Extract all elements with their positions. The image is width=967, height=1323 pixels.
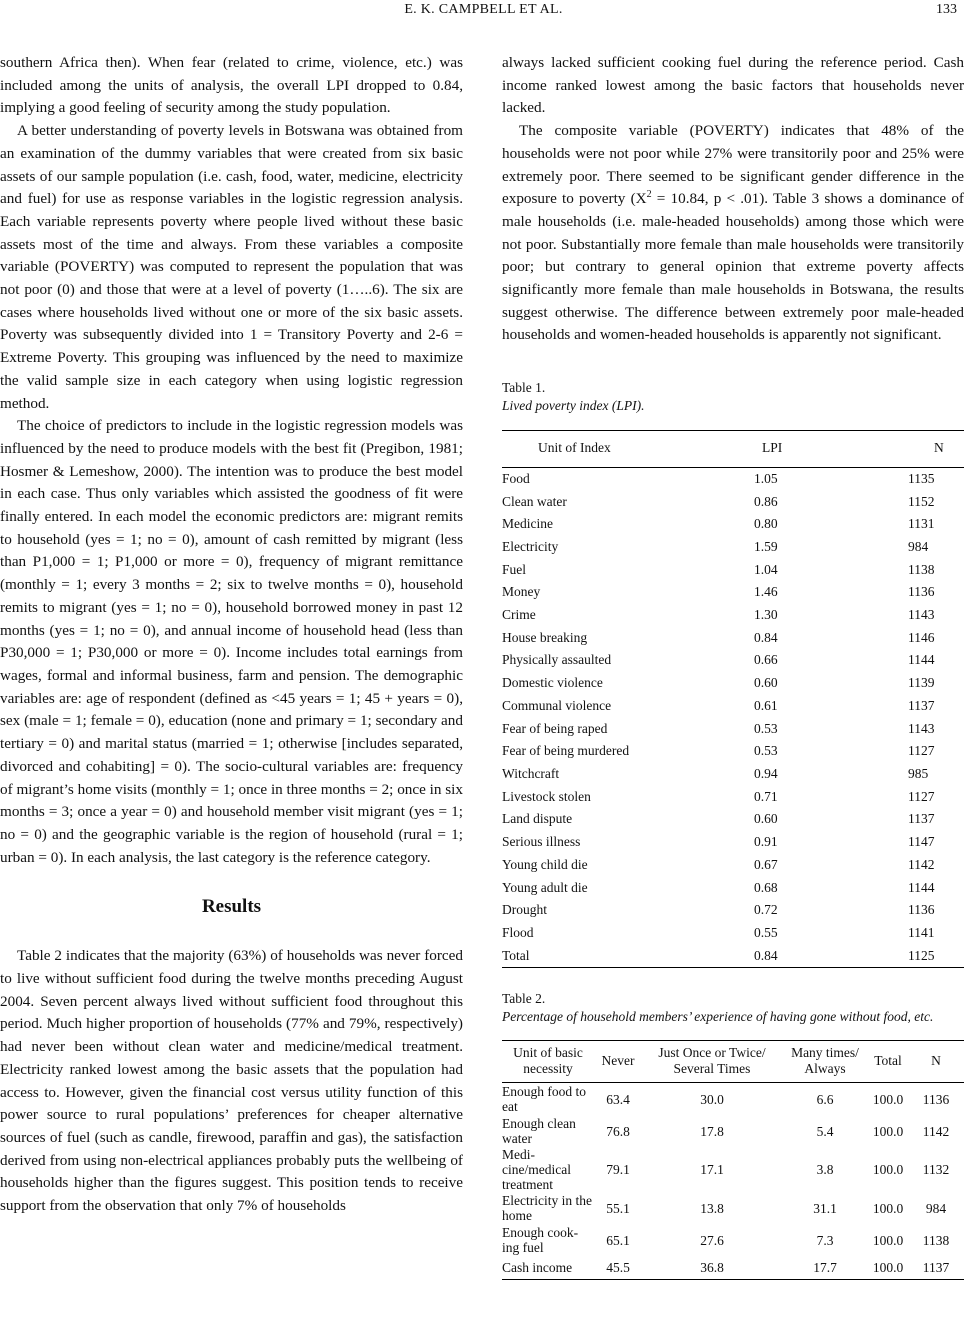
row-label-cell: Enough cook-ing fuel xyxy=(502,1225,579,1256)
table-cell: 100.0 xyxy=(872,1260,904,1276)
section-heading: Results xyxy=(201,896,262,918)
row-label-cell: Cash income xyxy=(502,1260,573,1276)
table-cell: 0.84 xyxy=(754,629,778,645)
table2-subtitle: Percentage of household members’ experience of having gone without food, etc. xyxy=(502,1009,934,1025)
table-cell: 1127 xyxy=(908,788,935,804)
table-row xyxy=(502,808,964,831)
table-row xyxy=(502,899,964,922)
table-cell: 1125 xyxy=(908,947,935,963)
right-column xyxy=(502,52,964,1280)
table-cell: 0.91 xyxy=(754,834,778,850)
table-cell: 1.59 xyxy=(754,538,778,554)
paragraph: The choice of predictors to include in the logistic regression models was influenced by the need to produce models with the best fit (Pregibon, 1981; Hosmer & Lemeshow, 2000). The intention was to produce the best model in each case. Thus only variables which assisted the goodness of fit were finally entered. In each model the economic predictors are: migrant remits to household (yes = 1; no = 0), amount of cash remitted by migrant (less than P1,000 = 1; P1,000 or more = 0), frequency of migrant remittance (monthly = 1; every 3 months = 2; six to twelve months = 0), household remits to migrant (yes = 1; no = 0), household borrowed money in past 12 months (yes = 1; no = 0), and annual income of household head (less than P30,000 = 1; P30,000 or more = 0). Income includes total earnings from wages, formal and informal business, farm and pension. The demographic variables are: age of respondent (defined as <45 years = 1; 45 + years = 0), sex (male = 1; female = 0), education (none and primary = 1; secondary and tertiary = 0) and marital status (married = 1; otherwise [includes separated, divorced and cohabiting] = 0). The socio-cultural variables are: frequency of migrant’s home visits (monthly = 1; once in three months = 2; once in six months = 3; once a year = 0) and household member visit migrant (yes = 1; no = 0) and the geographic variable is the region of household (rural = 1; urban = 0). In each analysis, the last category is the reference category. xyxy=(0,417,463,866)
row-label-cell: Physically assaulted xyxy=(502,652,612,668)
table1-caption xyxy=(502,379,964,415)
table-cell: 100.0 xyxy=(872,1091,904,1107)
table1-label: Table 1. xyxy=(502,380,546,396)
row-label-cell: Flood xyxy=(502,924,534,940)
row-label-cell: Electricity xyxy=(502,538,559,554)
column-header: Unit of basic necessity xyxy=(502,1041,594,1083)
table-cell: 1131 xyxy=(908,516,935,532)
table-row xyxy=(502,854,964,877)
table-row xyxy=(502,1192,964,1224)
table-row xyxy=(502,513,964,536)
column-header: N xyxy=(894,431,964,468)
table-cell: 1141 xyxy=(908,924,935,940)
column-header: Total xyxy=(868,1041,908,1083)
row-label-cell: Fear of being raped xyxy=(502,720,608,736)
table-cell: 27.6 xyxy=(700,1232,724,1248)
table-row xyxy=(502,559,964,582)
row-label-cell: Medi-cine/medical treatment xyxy=(502,1147,571,1193)
table2 xyxy=(502,1040,964,1280)
table-cell: 65.1 xyxy=(606,1232,630,1248)
table-cell: 0.71 xyxy=(754,788,778,804)
row-label-cell: Total xyxy=(502,947,530,963)
table-cell: 17.8 xyxy=(700,1123,724,1139)
table-cell: 1132 xyxy=(922,1162,950,1178)
table-cell: 1138 xyxy=(922,1232,950,1248)
table-cell: 79.1 xyxy=(606,1162,630,1178)
table-row xyxy=(502,1256,964,1280)
table-cell: 0.66 xyxy=(754,652,778,668)
table-cell: 1.04 xyxy=(754,561,778,577)
table-cell: 984 xyxy=(925,1200,947,1216)
table-cell: 1136 xyxy=(908,902,935,918)
table-row xyxy=(502,627,964,650)
table-row xyxy=(502,740,964,763)
table-row xyxy=(502,581,964,604)
table-cell: 55.1 xyxy=(606,1200,630,1216)
paragraph: southern Africa then). When fear (related to crime, violence, etc.) was included among the units of analysis, the overall LPI dropped to 0.84, implying a good feeling of security among the study population. xyxy=(0,54,463,117)
table-cell: 100.0 xyxy=(872,1162,904,1178)
table-row xyxy=(502,604,964,627)
table-cell: 985 xyxy=(908,765,929,781)
table-cell: 1144 xyxy=(908,879,935,895)
paragraph: always lacked sufficient cooking fuel during the reference period. Cash income ranked lowest among the basic factors that households never lacked. xyxy=(502,54,964,117)
table-cell: 1152 xyxy=(908,493,935,509)
table-row xyxy=(502,1147,964,1192)
row-label-cell: Young child die xyxy=(502,856,588,872)
table-cell: 1137 xyxy=(908,697,935,713)
table-cell: 1146 xyxy=(908,629,935,645)
superscript: 2 xyxy=(646,189,652,201)
table-cell: 17.7 xyxy=(813,1260,837,1276)
table-cell: 0.84 xyxy=(754,947,778,963)
table-cell: 0.86 xyxy=(754,493,778,509)
table-row xyxy=(502,1115,964,1147)
column-header: Unit of Index xyxy=(502,431,730,468)
table-cell: 1144 xyxy=(908,652,935,668)
row-label-cell: Food xyxy=(502,470,530,486)
table-row xyxy=(502,718,964,741)
row-label-cell: Serious illness xyxy=(502,834,581,850)
table-cell: 1136 xyxy=(922,1091,950,1107)
row-label-cell: Clean water xyxy=(502,493,567,509)
table-row xyxy=(502,786,964,809)
column-header: Never xyxy=(594,1041,642,1083)
paragraph: Table 2 indicates that the majority (63%) of households was never forced to live without sufficient food during the twelve months preceding August 2004. Seven percent always lived without sufficient food throughout this period. Much higher proportion of households (77% and 79%, respectively) had never been without clean water and medicine/medical treatment. Electricity ranked lowest among the basic assets that the population had access to. However, given the financial cost versus utility function of this power source to rural populations’ preferences for cheaper alternative sources of fuel (such as candle, firewood, paraffin and gas), the satisfaction derived from using non-electrical appliances probably puts the wellbeing of households higher than the figures suggest. This position tends to receive support from the observation that only 7% of households xyxy=(0,947,463,1215)
table-cell: 17.1 xyxy=(700,1162,724,1178)
table-cell: 1.30 xyxy=(754,607,778,623)
page-header xyxy=(0,0,967,24)
row-label-cell: Electricity in the home xyxy=(502,1193,592,1224)
table2-label: Table 2. xyxy=(502,991,546,1007)
table-row xyxy=(502,536,964,559)
table-cell: 3.8 xyxy=(816,1162,834,1178)
table-cell: 0.67 xyxy=(754,856,778,872)
table-row xyxy=(502,649,964,672)
column-header: N xyxy=(908,1041,964,1083)
table1-subtitle: Lived poverty index (LPI). xyxy=(502,398,645,414)
paragraph xyxy=(502,120,964,347)
table-cell: 1143 xyxy=(908,607,935,623)
table-cell: 1142 xyxy=(908,856,935,872)
table-cell: 0.80 xyxy=(754,516,778,532)
table-cell: 1137 xyxy=(922,1260,950,1276)
row-label-cell: House breaking xyxy=(502,629,588,645)
table-row xyxy=(502,945,964,968)
table-row xyxy=(502,1083,964,1116)
row-label-cell: Domestic violence xyxy=(502,675,603,691)
table-cell: 31.1 xyxy=(813,1200,837,1216)
table1 xyxy=(502,430,964,968)
table-cell: 0.68 xyxy=(754,879,778,895)
table-cell: 0.55 xyxy=(754,924,778,940)
table-cell: 1136 xyxy=(908,584,935,600)
column-header: Just Once or Twice/ Several Times xyxy=(642,1041,782,1083)
row-label-cell: Enough food to eat xyxy=(502,1084,586,1115)
table-cell: 0.61 xyxy=(754,697,778,713)
table-row xyxy=(502,922,964,945)
table-cell: 76.8 xyxy=(606,1123,630,1139)
row-label-cell: Communal violence xyxy=(502,697,612,713)
table-cell: 0.72 xyxy=(754,902,778,918)
table-header-row xyxy=(502,431,964,468)
table-cell: 0.94 xyxy=(754,765,778,781)
table-cell: 45.5 xyxy=(606,1260,630,1276)
table-cell: 1.05 xyxy=(754,470,778,486)
page-number: 133 xyxy=(936,2,957,17)
table-cell: 1127 xyxy=(908,743,935,759)
row-label-cell: Medicine xyxy=(502,516,553,532)
table-cell: 36.8 xyxy=(700,1260,724,1276)
table-cell: 984 xyxy=(908,538,929,554)
row-label-cell: Fear of being murdered xyxy=(502,743,630,759)
table-cell: 1142 xyxy=(922,1123,950,1139)
row-label-cell: Young adult die xyxy=(502,879,588,895)
table-cell: 63.4 xyxy=(606,1091,630,1107)
table-cell: 1143 xyxy=(908,720,935,736)
table-cell: 100.0 xyxy=(872,1200,904,1216)
paragraph-text: = 10.84, p < .01). Table 3 shows a dominance of male households (i.e. male-headed households) among those which were not poor. Substantially more female than male households were transitorily poor; but contrary to general opinion that extreme poverty affects significantly more female than male households in Botswana, the results suggest otherwise. The difference between extremely poor male-headed households and women-headed households is apparently not significant. xyxy=(502,190,964,344)
table-row xyxy=(502,467,964,490)
left-column xyxy=(0,52,463,1218)
table-row xyxy=(502,672,964,695)
row-label-cell: Land dispute xyxy=(502,811,573,827)
table-cell: 1137 xyxy=(908,811,935,827)
table-row xyxy=(502,1224,964,1256)
table-cell: 100.0 xyxy=(872,1123,904,1139)
table-cell: 1138 xyxy=(908,561,935,577)
table-cell: 13.8 xyxy=(700,1200,724,1216)
table-cell: 1135 xyxy=(908,470,935,486)
table-row xyxy=(502,763,964,786)
table-cell: 0.60 xyxy=(754,811,778,827)
table-cell: 30.0 xyxy=(700,1091,724,1107)
table-row xyxy=(502,491,964,514)
row-label-cell: Enough clean water xyxy=(502,1116,576,1147)
column-header: LPI xyxy=(730,431,894,468)
table2-caption xyxy=(502,990,964,1026)
table-cell: 5.4 xyxy=(816,1123,834,1139)
table-row xyxy=(502,831,964,854)
table-cell: 0.60 xyxy=(754,675,778,691)
table-header-row xyxy=(502,1041,964,1083)
table-cell: 1139 xyxy=(908,675,935,691)
table-cell: 1147 xyxy=(908,834,935,850)
table-cell: 100.0 xyxy=(872,1232,904,1248)
table-cell: 1.46 xyxy=(754,584,778,600)
table-cell: 0.53 xyxy=(754,743,778,759)
table-row xyxy=(502,695,964,718)
paragraph-text: The composite variable (POVERTY) indicates that 48% of the households were not poor while 27% were transitorily poor and 25% were extremely poor. There seemed to be significant gender difference in the exposure to poverty (X xyxy=(502,122,964,208)
table-row xyxy=(502,877,964,900)
row-label-cell: Crime xyxy=(502,607,536,623)
column-header: Many times/ Always xyxy=(782,1041,868,1083)
row-label-cell: Money xyxy=(502,584,541,600)
paragraph: A better understanding of poverty levels in Botswana was obtained from an examination of the dummy variables that were created from six basic assets of our sample population (i.e. cash, food, water, medicine, electricity and fuel) for use as response variables in the logistic regression analysis. Each variable represents poverty where people lived without these basic assets most of the time and always. From these variables a composite variable (POVERTY) was computed to represent the population that was not poor (0) and those that were at a level of poverty (1…..6). The six are cases where households lived without one or more of the six basic assets. Poverty was subsequently divided into 1 = Transitory Poverty and 2-6 = Extreme Poverty. This grouping was influenced by the need to maximize the valid sample size in each category when using logistic regression method. xyxy=(0,122,463,412)
row-label-cell: Drought xyxy=(502,902,547,918)
row-label-cell: Livestock stolen xyxy=(502,788,591,804)
row-label-cell: Fuel xyxy=(502,561,527,577)
table-cell: 7.3 xyxy=(816,1232,834,1248)
row-label-cell: Witchcraft xyxy=(502,765,560,781)
running-head: E. K. CAMPBELL ET AL. xyxy=(404,2,563,17)
table-cell: 0.53 xyxy=(754,720,778,736)
table-cell: 6.6 xyxy=(816,1091,834,1107)
